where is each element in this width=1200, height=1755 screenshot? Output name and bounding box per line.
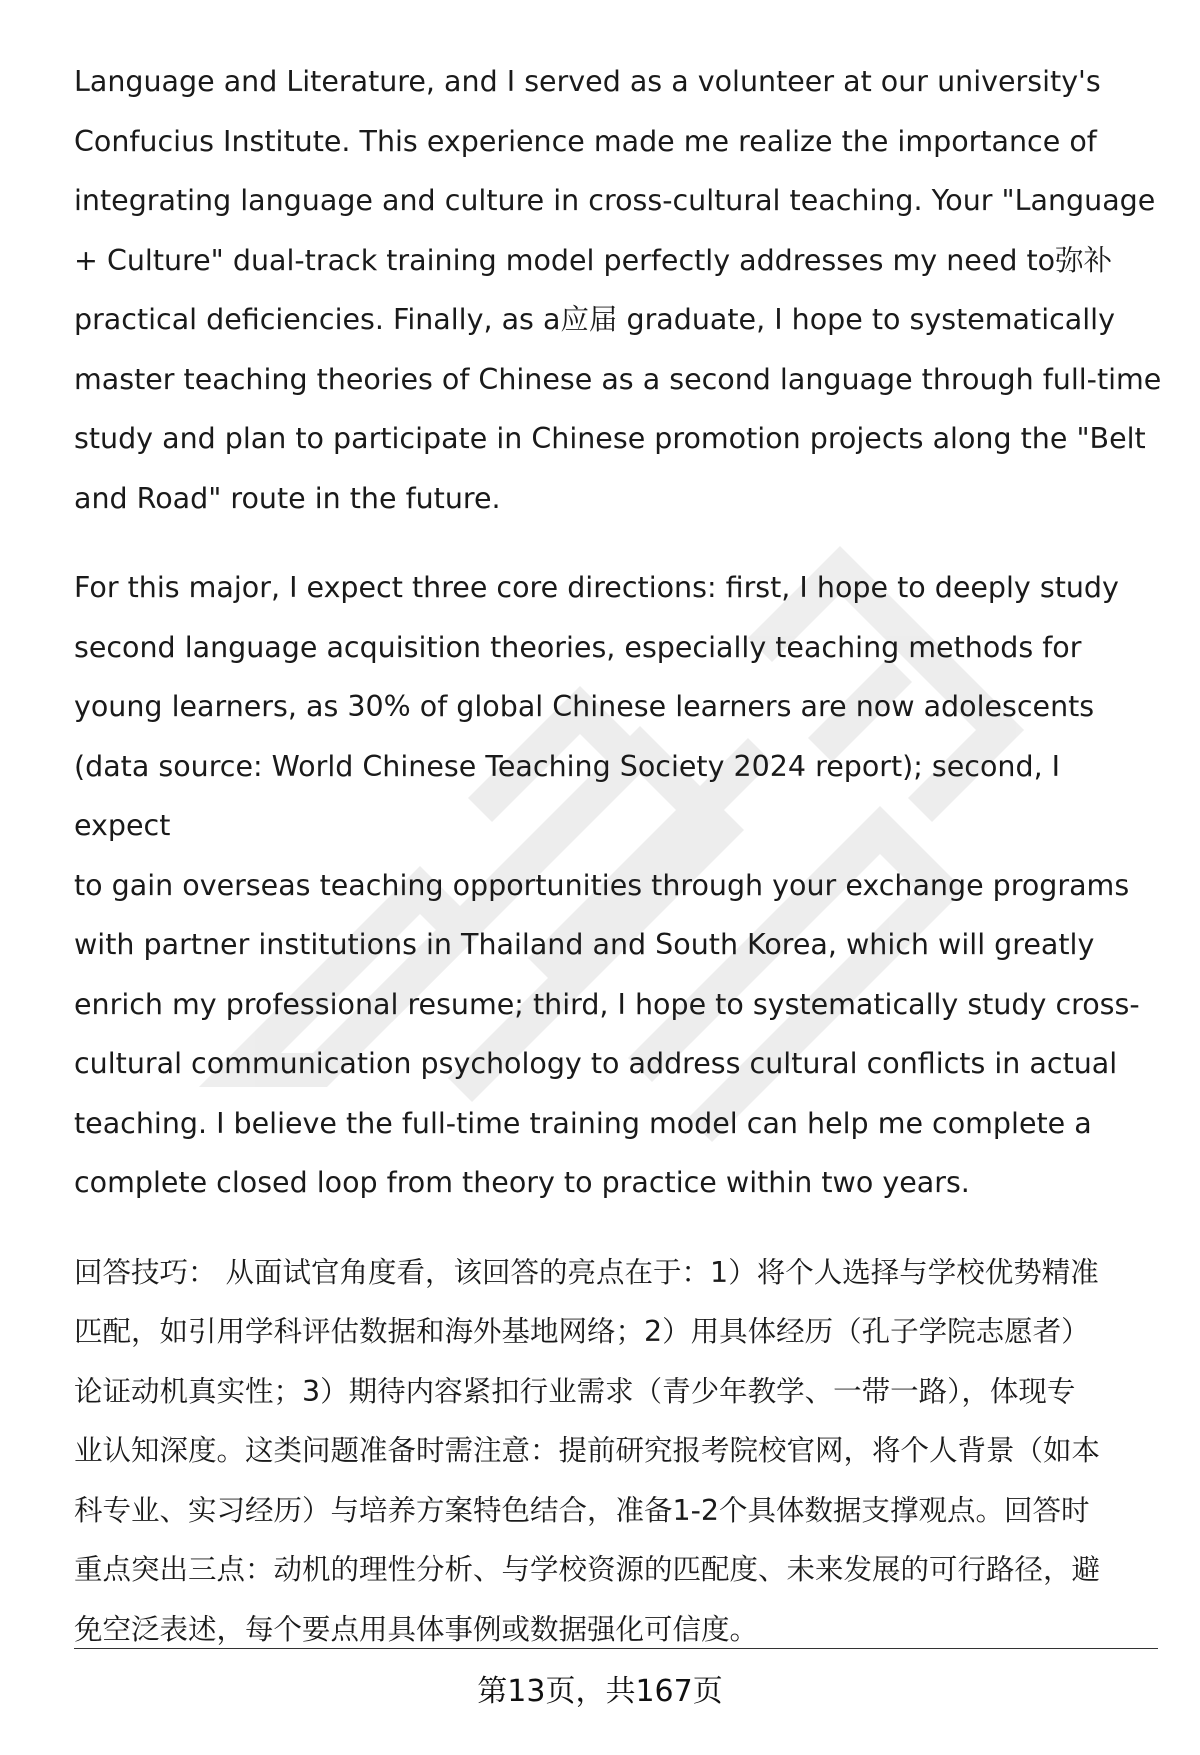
page-number: 第13页，共167页 (477, 1674, 723, 1709)
body-paragraph-2: For this major, I expect three core directions: first, I hope to deeply study second language acquisition theories, especially teaching methods for young learners, as 30% of global Chinese learners are now adolescents (data source: World Chinese Teaching Society 2024 report); second, I expect to gain overseas teaching opportunities through your exchange programs with partner institutions in Thailand and South Korea, which will greatly enrich my professional resume; third, I hope to systematically study cross- cultural communication psychology to address cultural conflicts in actual teaching. I believe the full-time training model can help me complete a complete closed loop from theory to practice within two years. (74, 571, 1140, 1199)
body-paragraph-1: Language and Literature, and I served as a volunteer at our university's Confucius Institute. This experience made me realize the importance of integrating language and culture in cross-cultural teaching. Your "Language + Culture" dual-track training model perfectly addresses my need to弥补 practical deficiencies. Finally, as a应届 graduate, I hope to systematically master teaching theories of Chinese as a second language through full-time study and plan to participate in Chinese promotion projects along the "Belt and Road" route in the future. (74, 65, 1162, 515)
answer-tips-paragraph: 回答技巧： 从面试官角度看，该回答的亮点在于：1）将个人选择与学校优势精准 匹配，如引用学科评估数据和海外基地网络；2）用具体经历（孔子学院志愿者） 论证动机真实性；3）期待内容紧扣行业需求（青少年教学、一带一路），体现专 业认知深度。这类问题准备时需注意：提前研究报考院校官网，将个人背景（如本 科专业、实习经历）与培养方案特色结合，准备1-2个具体数据支撑观点。回答时 重点突出三点：动机的理性分析、与学校资源的匹配度、未来发展的可行路径，避 免空泛表述，每个要点用具体事例或数据强化可信度。 (74, 1255, 1101, 1646)
footer-divider (74, 1648, 1158, 1649)
document-body (74, 52, 1164, 1659)
